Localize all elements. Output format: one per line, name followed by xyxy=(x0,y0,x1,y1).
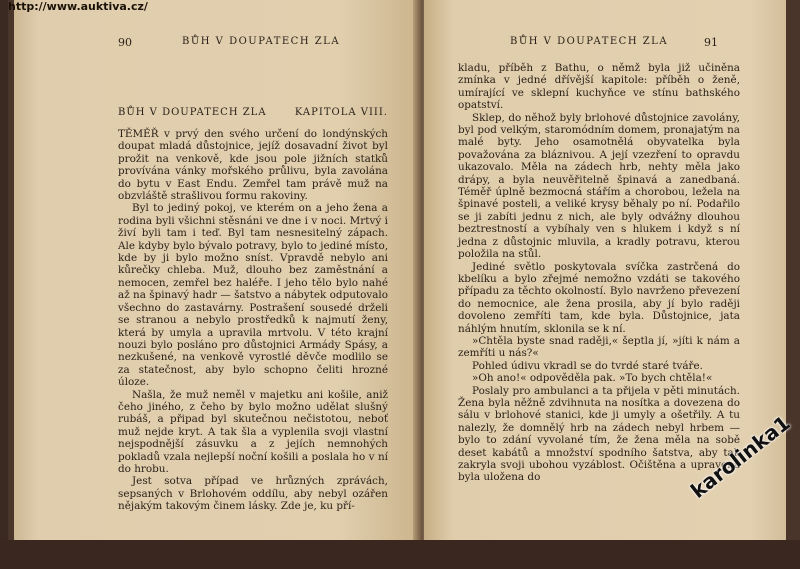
chapter-label: KAPITOLA VIII. xyxy=(294,107,388,118)
right-text-block xyxy=(458,62,740,484)
left-text-block xyxy=(118,128,388,513)
left-page xyxy=(14,0,419,540)
paragraph: »Chtěla byste snad raději,« šeptla jí, »jíti k nám a zemříti u nás?« xyxy=(458,334,740,360)
right-page-number: 91 xyxy=(704,36,718,49)
paragraph: »Oh ano!« odpověděla pak. »To bych chtěla!« xyxy=(472,372,713,385)
left-page-number: 90 xyxy=(118,36,132,49)
bottom-edge xyxy=(0,540,800,569)
paragraph: Sklep, do něhož byly brlohové důstojnice zavolány, byl pod velkým, staromódním domem, pronajatým na malé byty. Jeho osamotnělá obyvatelka byla považována za bláznivou. A její vzezření to opravdu ukazovalo. Měla na zádech hrb, nehty měla jako drápy, a byla neuvěřitelně špinavá a zanedbaná. Téměř úplně bezmocná stářím a chorobou, ležela na špinavé posteli, a veliké krysy běhaly po ní. Podařilo se ji zabíti jednu z nich, ale byly odvážny dlouhou beztrestností a vybíhaly ven s hlukem i když s ní jedna z důstojnic mluvila, a kradly potravu, kterou položila na stůl. xyxy=(458,111,740,261)
paragraph: Byl to jediný pokoj, ve kterém on a jeho žena a rodina byli všichni stěsnáni ve dne i v noci. Mrtvý i živí byli tam i teď. Byl tam nesnesitelný zápach. Ale kdyby bylo bývalo potravy, bylo to jediné místo, kde by ji bylo možno sníst. Vpravdě nebylo ani kůrečky chleba. Muž, dlouho bez zaměstnání a nemocen, zemřel bez haléře. I jeho tělo bylo nahé až na špinavý hadr — šatstvo a nábytek odputovalo všechno do zastavárny. Postrašení sousedé drželi se stranou a nebylo prostředků k najmutí ženy, která by umyla a upravila mrtvolu. V této krajní nouzi bylo posláno pro důstojnici Armády Spásy, a nezkušené, na venkově vyrostlé děvče modlilo se za statečnost, aby bylo schopno čeliti hrozné úloze. xyxy=(118,202,388,389)
paragraph: Jediné světlo poskytovala svíčka zastrčená do kbelíku a bylo zřejmé nemožno vzdáti se takového případu za těchto okolností. Bylo navrženo převezení do nemocnice, ale žena prosila, aby jí bylo raději dovoleno zemříti tam, kde byla. Důstojnice, jata náhlým hnutím, sklonila se k ní. xyxy=(458,260,740,335)
paragraph: Pohled údivu vkradl se do tvrdé staré tváře. xyxy=(472,359,703,372)
source-watermark: http://www.auktiva.cz/ xyxy=(8,0,148,13)
paragraph: Našla, že muž neměl v majetku ani košile, aniž čeho jiného, z čeho by bylo možno udělat slušný rubáš, a připad byl skutečnou nečistotou, neboť muž nejde kryt. A tak šla a vyplenila svoji vlastní nejspodnější zásuvku a z jejích nemnohých pokladů vzala nejlepší noční košili a poslala ho v ní do hrobu. xyxy=(118,388,388,475)
paragraph: Poslaly pro ambulanci a ta přijela v pěti minutách. Žena byla něžně zdvihnuta na nosítka a dovezena do sálu v brlohové stanici, kde ji umyly a ošetřily. A tu nalezly, že domnělý hrb na zádech nebyl hrbem — bylo to zdání vyvolané tím, že žena měla na sobě deset kabátů a množství spodního šatstva, aby tak zakryla svoji ubohou vyzáblost. Očištěna a upravena byla uložena do xyxy=(458,384,740,484)
right-running-head: BŮH V DOUPATECH ZLA xyxy=(510,36,669,47)
paragraph: Jest sotva případ ve hrůzných zprávách, sepsaných v Brlohovém oddílu, aby nebyl ozářen nějakým takovým činem lásky. Zde je, ku pří- xyxy=(118,475,388,513)
paragraph: kladu, příběh z Bathu, o němž byla již učiněna zmínka v jedné dřívější kapitole: příběh o ženě, umírající ve sklepní kuchyňce ve stínu bathského opatství. xyxy=(458,62,740,112)
paragraph: TĚMĚŘ v prvý den svého určení do londýnských doupat mladá důstojnice, jejíž dosavadní život byl prožit na venkově, kde jsou pole jižních statků provívána vánky mořského průlivu, byla zavolána do bytu v East Endu. Zemřel tam právě muž na obzvláště strašlivou formu rakoviny. xyxy=(118,128,388,203)
seller-sticker: karolinka1 xyxy=(686,410,795,503)
left-running-head: BŮH V DOUPATECH ZLA xyxy=(182,36,341,47)
chapter-title: BŮH V DOUPATECH ZLA xyxy=(118,107,267,118)
chapter-heading xyxy=(118,107,388,118)
